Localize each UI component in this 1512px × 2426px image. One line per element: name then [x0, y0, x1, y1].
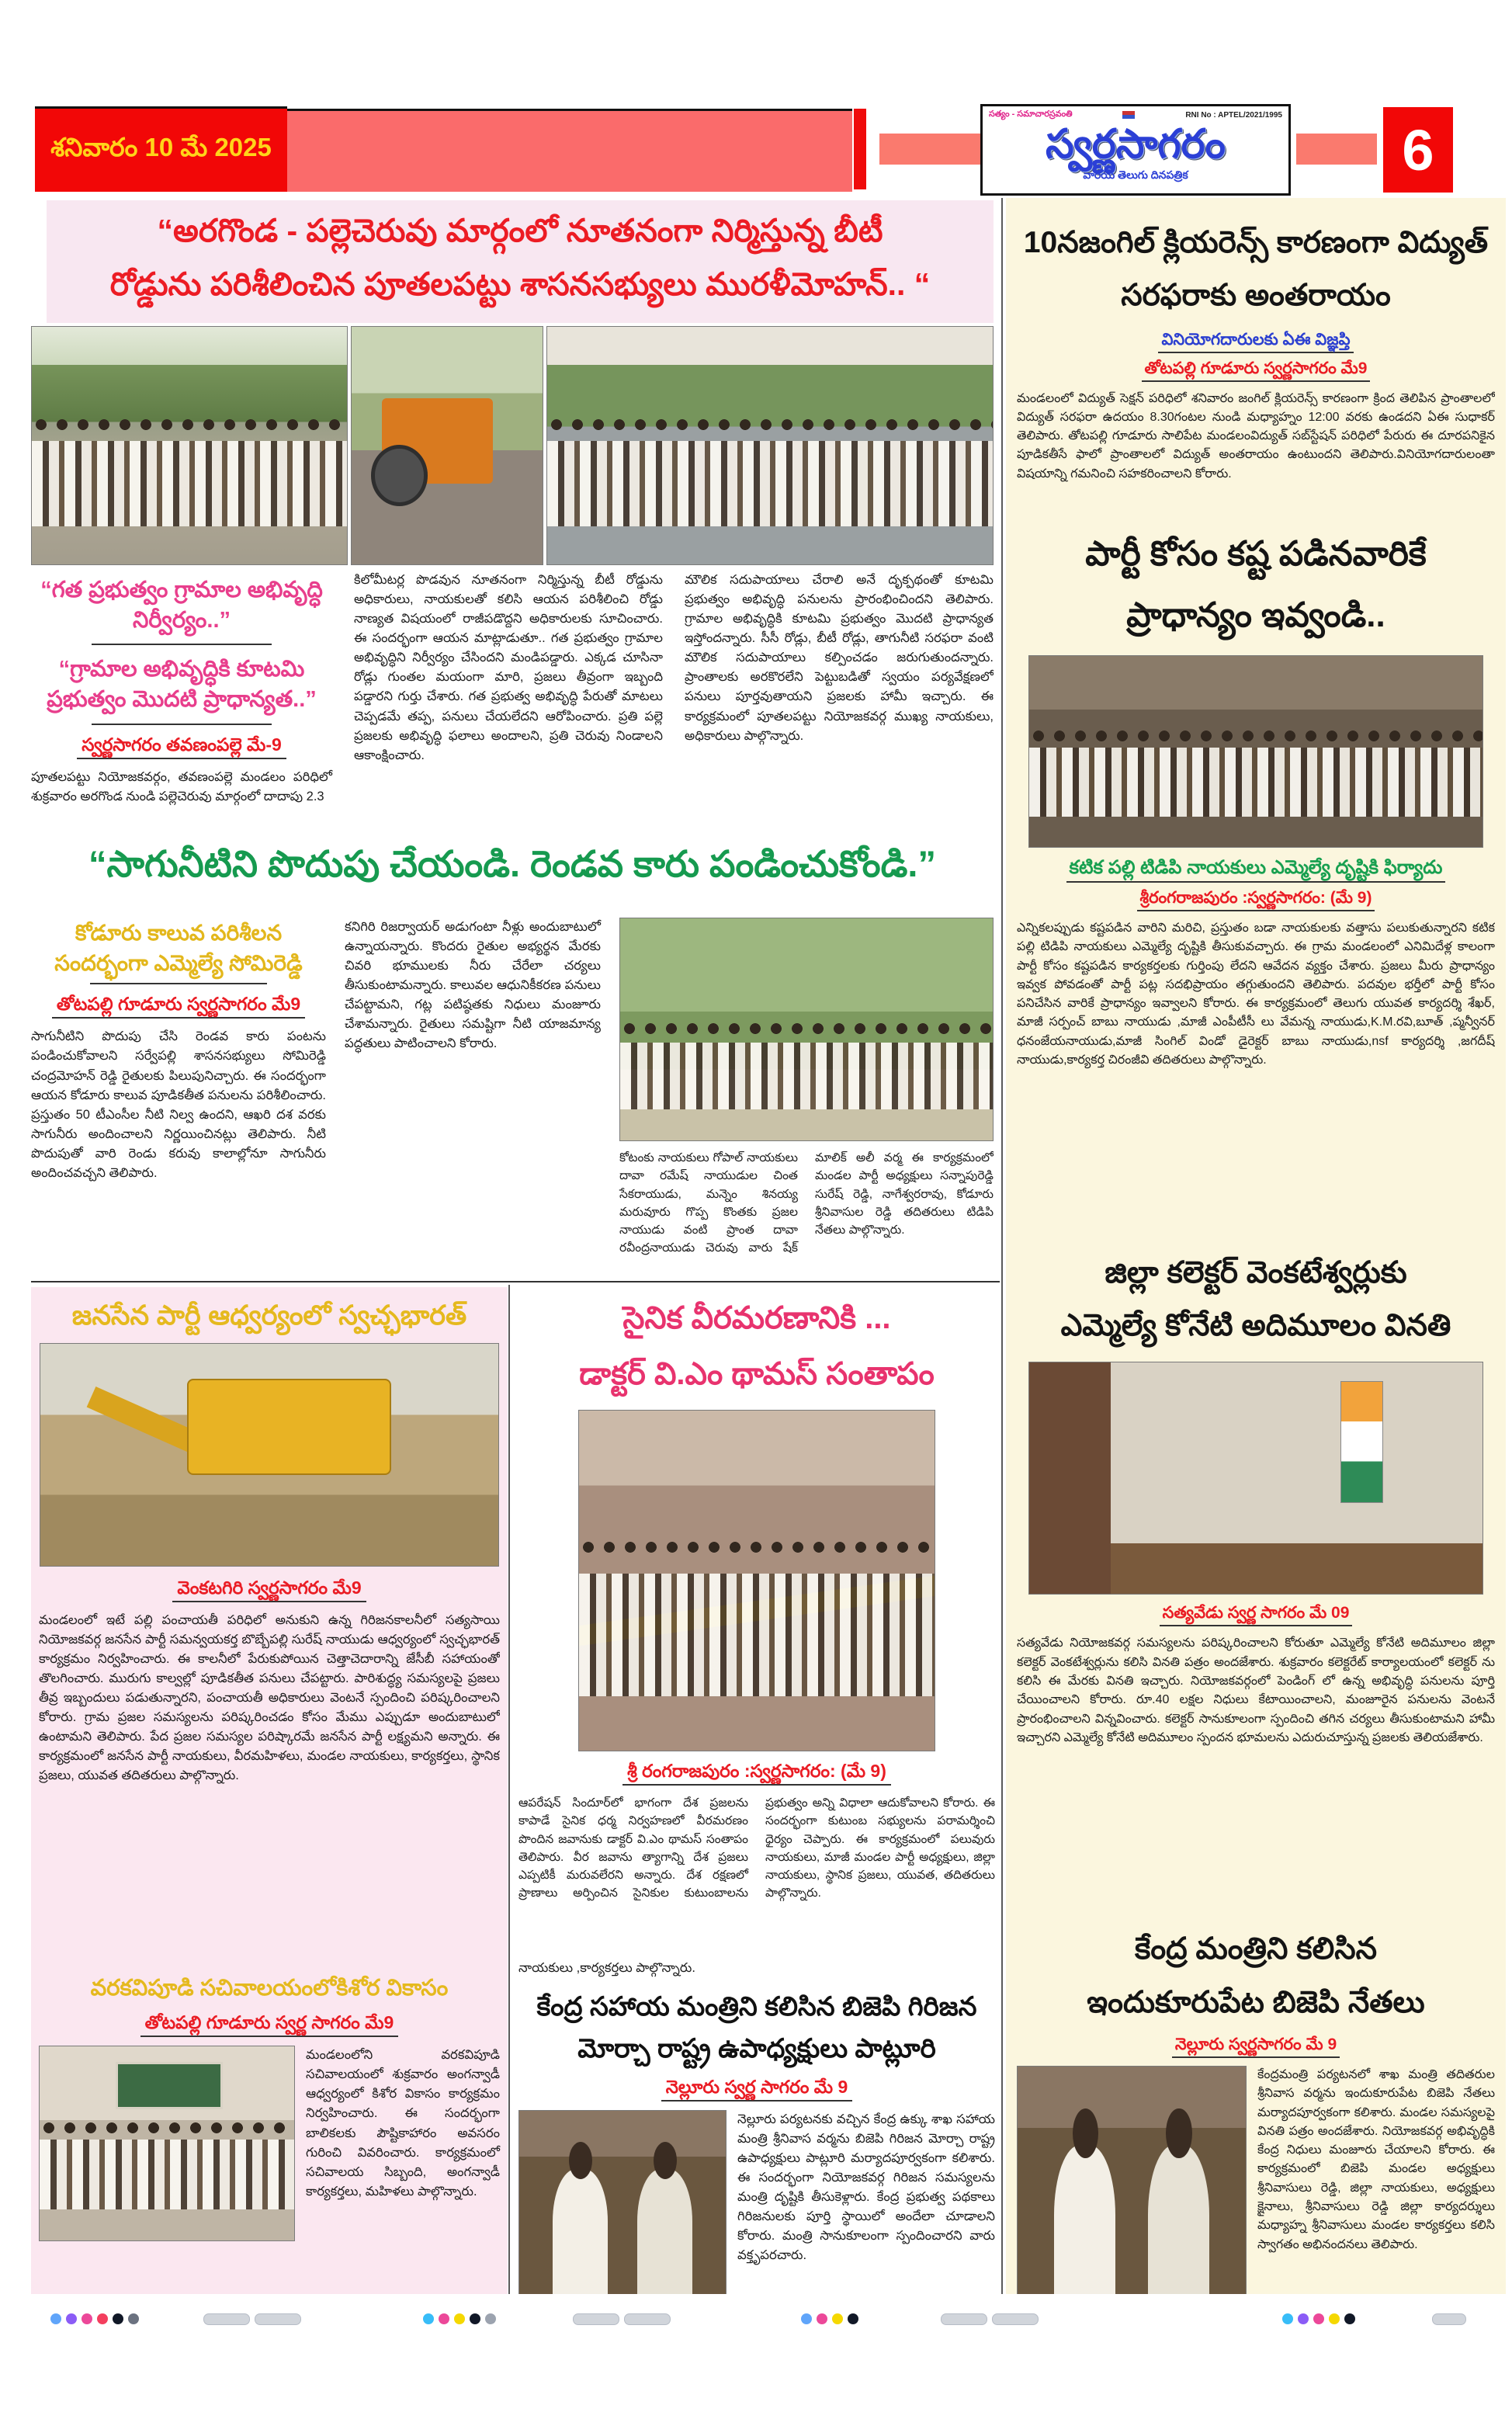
collector-headline-line1: జిల్లా కలెక్టర్ వెంకటేశ్వర్లుకు: [1105, 1255, 1407, 1289]
quote-divider: [92, 724, 272, 725]
morcha-body: నెల్లూరు పర్యటనకు వచ్చిన కేంద్ర ఉక్కు శాఖ సహాయ మంత్రి శ్రీనివాస వర్మను బిజెపి గిరిజన మోర్చా రాష్ట్ర ఉపాధ్యక్షులు పాట్లూరి మర్యాదపూర్వకంగా కలిశారు. ఈ సందర్భంగా నియోజకవర్గ గిరిజన సమస్యలను మంత్రి దృష్టికి తీసుకెళ్లారు. కేంద్ర ప్రభుత్వ పథకాలు గిరిజనులకు పూర్తి స్థాయిలో అందేలా చూడాలని కోరారు. మంత్రి సానుకూలంగా స్పందించారని వారు వక్తృపరచారు.: [737, 2112, 995, 2263]
party-photo-meeting: [1028, 655, 1483, 848]
minister-headline-line2: ఇందుకూరుపేట బిజెపి నేతలు: [1087, 1985, 1425, 2019]
main-article-text-2: కిలోమీటర్ల పొడవున నూతనంగా నిర్మిస్తున్న బీటీ రోడ్డును అధికారులు, నాయకులతో కలిసి ఆయన పరిశీలించి రోడ్డు నాణ్యత విషయంలో రాజీపడొద్దని అధికారులకు సూచించారు. ఈ సందర్భంగా ఆయన మాట్లాడుతూ.. గత ప్రభుత్వం గ్రామాల అభివృద్ధిని నిర్వీర్యం చేసిందని మండిపడ్డారు. ఎక్కడ చూసినా రోడ్లు గుంతల మయంగా మారి, ప్రజలు తీవ్రంగా ఇబ్బంది పడ్డారని గుర్తు చేశారు. గత ప్రభుత్వ అభివృద్ధి పేరుతో మాటలు చెప్పడమే తప్ప, పనులు చేయలేదని ఆరోపించారు. ప్రతి పల్లె ప్రజలకు అభివృద్ధి ఫలాలు అందాలని, ప్రతి చెరువు నిండాలని ఆకాంక్షించారు.: [354, 573, 663, 762]
water-article-headline: “సాగునీటిని పొదుపు చేయండి. రెండవ కారు పండించుకోండి.”: [88, 843, 936, 884]
sainik-body: ఆపరేషన్ సిందూర్‌లో భాగంగా దేశ ప్రజలను కాపాడే సైనిక ధర్మ నిర్వహణలో వీరమరణం పొందిన జవానుకు డాక్టర్ వి.ఎం థామస్ సంతాపం తెలిపారు. వీర జవాను త్యాగాన్ని దేశ ప్రజలు ఎప్పటికీ మరువలేరని అన్నారు. దేశ రక్షణలో ప్రాణాలు అర్పించిన సైనికుల కుటుంబాలను ప్రభుత్వం అన్ని విధాలా ఆదుకోవాలని కోరారు. ఈ సందర్భంగా కుటుంబ సభ్యులను పరామర్శించి ధైర్యం చెప్పారు. ఈ కార్యక్రమంలో పలువురు నాయకులు, మాజీ మండల పార్టీ అధ్యక్షులు, జిల్లా నాయకులు, స్థానిక ప్రజలు, యువత, తదితరులు పాల్గొన్నారు.: [518, 1796, 995, 1900]
power-body: మండలంలో విద్యుత్ సెక్షన్ పరిధిలో శనివారం జంగిల్ క్లియరెన్స్ కారణంగా క్రింద తెలిపిన ప్రాంతాలలో విద్యుత్ సరఫరా ఉదయం 8.30గంటల నుండి మధ్యాహ్నం 12:00 వరకు ఉండదని ఏఈ సుధాకర్ తెలిపారు. తోటపల్లి గూడూరు సాలిపేట మండలంవిద్యుత్ సబ్‌స్టేషన్ పరిధిలో పేరురు ఈ దూరపనికైన పూడికతీసే ఫాలో ప్రాంతాలలో విద్యుత్ అంతరాయం ఉంటుందని తెలిపారు.వినియోగదారులంతా విషయాన్ని గమనించి సహకరించాలని కోరారు.: [1017, 391, 1495, 481]
masthead-rni: RNI No : APTEL/2021/1995: [1185, 110, 1282, 120]
flag-icon: [1122, 111, 1135, 119]
person-graphic: [637, 2169, 693, 2293]
person-graphic: [1148, 2145, 1209, 2294]
morcha-photo-meeting: [518, 2110, 727, 2294]
header-band: [287, 109, 852, 192]
party-body: ఎన్నికలప్పుడు కష్టపడిన వారిని మరిచి, ప్రస్తుతం బడా నాయకులకు వత్తాసు పలుకుతున్నారని కటిక పల్లి టిడిపి నాయకులు ఎమ్మెల్యే దృష్టికి తీసుకువచ్చారు. ఈ గ్రామ మండలంలో ఎనిమిదేళ్ల కాలంగా పార్టీ కోసం కష్టపడిన కార్యకర్తలకు గుర్తింపు లేదని ఆవేదన వ్యక్తం చేశారు. ప్రజలు మీరు ప్రాధాన్యం ఇవ్వక పోవడంతో పార్టీ పట్ల సదభిప్రాయం తగ్గుతుందని తెలిపారు. పదవుల భర్తీలో పార్టీ కోసం పనిచేసిన వారికే ప్రాధాన్యం ఇవ్వాలని కోరారు. ఈ కార్యక్రమంలో తెలుగు యువత కార్యదర్శి శేఖర్, మాజీ సర్పంచ్ బాబు నాయుడు ,మాజీ ఎంపీటీసీ లు వేమన్న నాయుడు,K.M.రవి,బూత్ ,ప్మన్వీనర్ ధనంజేయనాయుడు,మాజీ సింగిల్ విండో డైరెక్టర్ బాబు నాయుడు,nsf కార్యదర్శి ,జగదీష్ నాయుడు,కార్యకర్త చిరంజీవి తదితరులు పాల్గొన్నారు.: [1017, 921, 1495, 1067]
main-article-text-1: పూతలపట్టు నియోజకవర్గం, తవణంపల్లె మండలం పరిధిలో శుక్రవారం అరగొండ నుండి పల్లెచెరువు మార్గంలో దాదాపు 2.3: [31, 769, 332, 803]
masthead: [980, 104, 1291, 196]
header-dash-right: [1296, 134, 1377, 165]
party-headline: [1017, 523, 1495, 646]
party-dateline: శ్రీరంగరాజపురం :స్వర్ణసాగరం: (మే 9): [1017, 889, 1495, 911]
kishora-body: మండలంలోని వరకవిపూడి సచివాలయంలో శుక్రవారం అంగన్వాడీ ఆధ్వర్యంలో కిశోర వికాసం కార్యక్రమం నిర్వహించారు. ఈ సందర్భంగా బాలికలకు పౌష్టికాహారం అవసరం గురించి వివరించారు. కార్యక్రమంలో సచివాలయ సిబ్బంది, అంగన్వాడీ కార్యకర్తలు, మహిళలు పాల్గొన్నారు.: [306, 2048, 500, 2199]
masthead-topline: [983, 108, 1288, 122]
morcha-prev-ending: నాయకులు ,కార్యకర్తలు పాల్గొన్నారు.: [518, 1961, 695, 1975]
jansena-dateline: వెంకటగిరి స్వర్ణసాగరం మే9: [39, 1577, 500, 1603]
sainik-headline: [518, 1290, 995, 1402]
gray-bars-cluster: [573, 2313, 671, 2325]
water-article-column-1: [31, 918, 326, 1277]
main-article-photo-group: [546, 326, 994, 565]
collector-headline: [1017, 1247, 1495, 1353]
minister-dateline: నెల్లూరు స్వర్ణసాగరం మే 9: [1017, 2036, 1495, 2058]
morcha-bottom-row: [518, 2110, 995, 2294]
main-article-text-3: మౌలిక సదుపాయాలు చేరాలి అనే దృక్పథంతో కూటమి ప్రభుత్వం అభివృద్ధి పనులను ప్రారంభించిందని తెలిపారు. గ్రామాల అభివృద్ధికి కూటమి ప్రభుత్వం మొదటి ప్రాధాన్యత ఇస్తోందన్నారు. సీసీ రోడ్లు, బీటీ రోడ్లు, తాగునీటి సరఫరా వంటి మౌలిక సదుపాయాలు కల్పించడం జరుగుతుందన్నారు. ప్రాంతాలకు అరకొరలేని పెట్టుబడితో స్వయం పర్యవేక్షణలో పనులు పూర్తవుతాయని ప్రజలకు హామీ ఇచ్చారు. ఈ కార్యక్రమంలో పూతలపట్టు నియోజకవర్గ ముఖ్య నాయకులు, అధికారులు పాల్గొన్నారు.: [685, 573, 994, 743]
excavator-body-graphic: [187, 1379, 392, 1475]
morcha-dateline: నెల్లూరు స్వర్ణ సాగరం మే 9: [518, 2077, 995, 2102]
main-article-column-1: [31, 571, 332, 837]
main-article-dateline: స్వర్ణసాగరం తవణంపల్లె మే-9: [31, 734, 332, 760]
main-headline: [47, 200, 994, 323]
sainik-article: [514, 1287, 1000, 2294]
pull-quote-2: “గ్రామాల అభివృద్ధికి కూటమి ప్రభుత్వం మొదటి ప్రాధాన్యత..”: [47, 657, 317, 713]
collector-body: సత్యవేడు నియోజకవర్గ సమస్యలను పరిష్కరించాలని కోరుతూ ఎమ్మెల్యే కోనేటి అదిమూలం జిల్లా కలెక్టర్ వెంకటేశ్వర్లును కలిసి వినతి పత్రం అందజేశారు. శుక్రవారం కలెక్టరేట్ కార్యాలయంలో కలెక్టర్ ను కలిసి ఈ మేరకు వినతి ఇచ్చారు. నియోజకవర్గంలో పెండింగ్ లో ఉన్న అభివృద్ధి పనులను పూర్తి చేయించాలని కోరారు. రూ.40 లక్షల నిధులు కేటాయించాలని, మంజూరైన పనులను వెంటనే ప్రారంభించాలని విన్నవించారు. కలెక్టర్ సానుకూలంగా స్పందించి తగిన చర్యలు తీసుకుంటామని హామీ ఇచ్చారని ఎమ్మెల్యే కోనేటి అదిమూలం స్పందన భూమలను ఎదురుచూస్తున్న ప్రజలకు తెలియజేశారు.: [1017, 1636, 1495, 1744]
collector-photo-office: [1028, 1362, 1483, 1595]
divider-bottom-section: [31, 1281, 1000, 1282]
party-headline-line1: పార్టీ కోసం కష్ట పడినవారికే: [1085, 534, 1427, 573]
power-dateline: తోటపల్లి గూడూరు స్వర్ణసాగరం మే9: [1017, 359, 1495, 382]
india-flag-graphic: [1340, 1381, 1383, 1503]
kishora-bottom-row: [39, 2046, 500, 2241]
subhead-divider: [90, 983, 267, 984]
water-article-text-2: కనిగిరి రిజర్వాయర్ అడుగంటా నీళ్లు అందుబాటులో ఉన్నాయన్నారు. కొందరు రైతుల అభ్యర్థన మేరకు చివరి భూములకు నీరు చేరేలా చర్యలు తీసుకుంటామన్నారు. కాలువల ఆధునికీకరణ పనులు చేపట్టామని, గట్ల పటిష్ఠతకు నిధులు మంజూరు చేశామన్నారు. రైతులు సమష్టిగా నీటి యాజమాన్య పద్ధతులు పాటించాలని కోరారు.: [345, 920, 601, 1051]
color-dots-cluster: [50, 2313, 139, 2324]
kishora-photo-indoor: [39, 2046, 295, 2241]
registration-marks: [0, 2313, 1512, 2326]
masthead-title: స్వర్ణసాగరం: [1046, 122, 1226, 167]
main-headline-line2: రోడ్డును పరిశీలించిన పూతలపట్టు శాసనసభ్యులు మురళీమోహన్.. “: [109, 266, 931, 302]
water-article-text-1: సాగునీటిని పొదుపు చేసి రెండవ కారు పంటను పండించుకోవాలని సర్వేపల్లి శాసనసభ్యులు సోమిరెడ్డి చంద్రమోహన్ రెడ్డి రైతులకు పిలుపునిచ్చారు. ఈ సందర్భంగా ఆయన కోడూరు కాలువ పూడికతీత పనులను పరిశీలించారు. ప్రస్తుతం 50 టీఎంసీల నీటి నిల్వ ఉందని, ఆఖరి దశ వరకు సాగునీరు అందించాలని నిర్ణయించినట్లు తెలిపారు. నీటి పొదుపుతో వారి రెండు కరువు కాలాల్లోనూ సాగునీరు అందించవచ్చని తెలిపారు.: [31, 1029, 326, 1180]
minister-body: కేంద్రమంత్రి పర్యటనలో శాఖ మంత్రి తదితరుల శ్రీనివాస వర్మను ఇందుకూరుపేట బిజెపి నేతలు మర్యాదపూర్వకంగా కలిశారు. మండల సమస్యలపై వినతి పత్రం అందజేశారు. నియోజకవర్గ అభివృద్ధికి కేంద్ర నిధులు మంజూరు చేయాలని కోరారు. ఈ కార్యక్రమంలో బిజెపి మండల అధ్యక్షులు శ్రీనివాసులు రెడ్డి, జిల్లా నాయకులు, అధ్యక్షులు క్షైనాలు, శ్రీనివాసులు రెడ్డి జిల్లా కార్యదర్శులు మధ్యాహ్న శ్రీనివాసులు మండల కార్యకర్తలు కలిసి స్వాగతం అభినందనలు తెలిపారు.: [1257, 2067, 1495, 2251]
sainik-photo-ribbon-cutting: [578, 1410, 935, 1751]
masthead-subtitle: వారియే తెలుగు దినపత్రిక: [1083, 168, 1188, 181]
header-dash-left: [879, 134, 980, 165]
color-dots-cluster: [801, 2313, 858, 2324]
kishora-headline: వరకవిపూడి సచివాలయంలోకిశోర వికాసం: [90, 1975, 449, 2001]
sainik-headline-line2: డాక్టర్ వి.ఎం థామస్ సంతాపం: [579, 1357, 935, 1391]
morcha-headline: కేంద్ర సహాయ మంత్రిని కలిసిన బిజెపి గిరిజన మోర్చా రాష్ట్ర ఉపాధ్యక్షులు పాట్లూరి: [536, 1992, 977, 2064]
collector-headline-line2: ఎమ్మెల్యే కోనేటి అదిమూలం వినతి: [1060, 1309, 1451, 1343]
sainik-headline-line1: సైనిక వీరమరణానికి ...: [622, 1301, 891, 1335]
sainik-dateline: శ్రీ రంగరాజపురం :స్వర్ణసాగరం: (మే 9): [518, 1761, 995, 1786]
gray-bars-cluster: [941, 2313, 1039, 2325]
color-dots-cluster: [423, 2313, 496, 2324]
water-article-body: [31, 918, 994, 1277]
kishora-dateline: తోటపల్లి గూడూరు స్వర్ణ సాగరం మే9: [39, 2012, 500, 2038]
gray-bars-cluster: [203, 2313, 301, 2325]
main-article-body: [31, 571, 994, 837]
desk-graphic: [1111, 1543, 1483, 1595]
header-red-bar: [854, 109, 866, 189]
jansena-photo-excavator: [40, 1343, 499, 1567]
minister-photo-meeting: [1017, 2066, 1247, 2294]
main-article-photo-road-inspection: [31, 326, 348, 565]
jansena-body: మండలంలో ఇటే పల్లి పంచాయతీ పరిధిలో అనుకుని ఉన్న గిరిజనకాలనీలో సత్యసాయి నియోజకవర్గ జనసేన పార్టీ సమన్వయకర్త బొబ్బేపల్లి సురేష్ నాయుడు ఆధ్వర్యంలో స్వచ్ఛభారత్ కార్యక్రమం నిర్వహించారు. ఈ కాలనీలో పేరుకుపోయిన చెత్తాచెదారాన్ని జేసీబీ సహాయంతో తొలగించారు. మురుగు కాల్వల్లో పూడికతీత పనులు చేపట్టారు. పారిశుద్ధ్య సమస్యలపై ప్రజలు తీవ్ర ఇబ్బందులు పడుతున్నారని, పంచాయతీ అధికారులు వెంటనే స్పందించి పరిష్కరించాలని కోరారు. గ్రామ ప్రజల సమస్యలను పరిష్కరించడం కోసం మేము ఎప్పుడూ అందుబాటులో ఉంటామని తెలిపారు. పేద ప్రజల సమస్యల పరిష్కారమే జనసేన పార్టీ లక్ష్యమని అన్నారు. ఈ కార్యక్రమంలో జనసేన పార్టీ నాయకులు, వీరమహిళలు, మండల నాయకులు, కార్యకర్తలు, స్థానిక ప్రజలు, యువత తదితరులు పాల్గొన్నారు.: [39, 1612, 500, 1783]
date-box: శనివారం 10 మే 2025: [35, 106, 287, 192]
person-graphic: [1054, 2145, 1115, 2294]
road-roller-graphic: [382, 398, 493, 484]
pull-quote-1: “గత ప్రభుత్వం గ్రామాల అభివృద్ధి నిర్వీర్యం..”: [40, 578, 323, 633]
color-dots-cluster: [1282, 2313, 1355, 2324]
divider-right-column: [1001, 198, 1003, 2294]
minister-bottom-row: [1017, 2066, 1495, 2294]
jansena-headline: జనసేన పార్టీ ఆధ్వర్యంలో స్వచ్ఛభారత్: [71, 1300, 467, 1331]
green-board-graphic: [116, 2062, 222, 2109]
right-column: [1006, 198, 1506, 2294]
power-subhead: వినియోగదారులకు ఏఈ విజ్ఞప్తి: [1017, 331, 1495, 353]
water-article-subhead: కోడూరు కాలువ పరిశీలన సందర్భంగా ఎమ్మెల్యే సోమిరెడ్డి: [54, 921, 303, 976]
page-number: 6: [1383, 107, 1453, 193]
water-article-dateline: తోటపల్లి గూడూరు స్వర్ణసాగరం మే9: [31, 994, 326, 1019]
water-article-photo-block: [619, 918, 994, 1277]
water-article-photo-canal: [619, 918, 994, 1141]
divider-bottom-columns: [508, 1285, 510, 2294]
main-article-photo-road-roller: [351, 326, 543, 565]
power-headline: 10నజంగిల్ క్లియరెన్స్ కారణంగా విద్యుత్ సరఫరాకు అంతరాయం: [1023, 226, 1489, 313]
party-subhead: కటిక పల్లి టిడిపి నాయకులు ఎమ్మెల్యే దృష్టికి ఫిర్యాదు: [1017, 857, 1495, 883]
main-headline-line1: “అరగొండ - పల్లెచెరువు మార్గంలో నూతనంగా నిర్మిస్తున్న బీటీ: [157, 213, 883, 248]
party-headline-line2: ప్రాధాన్యం ఇవ్వండి..: [1126, 595, 1385, 634]
yellow-ribbon-graphic: [578, 1571, 935, 1650]
gray-bars-cluster: [1432, 2313, 1466, 2325]
collector-dateline: సత్యవేడు స్వర్ణ సాగరం మే 09: [1017, 1604, 1495, 1626]
water-article-caption: కోటంకు నాయకులు గోపాల్ నాయకులు దావా రమేష్ నాయుడుల చింత సేకరాయుడు, మన్నెం శినయ్య మరువూరు గొప్ప కొంతకు ప్రజల నాయుడు వంటి ప్రాంత దావా రవీంద్రనాయుడు చెరువు వారు షేక్ మాలిక్ అలీ వర్మ ఈ కార్యక్రమంలో మండల పార్టీ అధ్యక్షులు సన్నాపురెడ్డి సురేష్ రెడ్డి, నాగేశ్వరరావు, కోడూరు శ్రీనివాసుల రెడ్డి తదితరులు టిడిపి నేతలు పాల్గొన్నారు.: [619, 1151, 994, 1255]
minister-headline-line1: కేంద్ర మంత్రిని కలిసిన: [1135, 1932, 1377, 1966]
masthead-tagline: సత్యం - సమాచారస్రవంతి: [989, 109, 1073, 119]
jansena-article: [31, 1287, 508, 2294]
quote-divider: [92, 644, 272, 645]
person-graphic: [553, 2169, 609, 2293]
minister-headline: [1017, 1923, 1495, 2029]
